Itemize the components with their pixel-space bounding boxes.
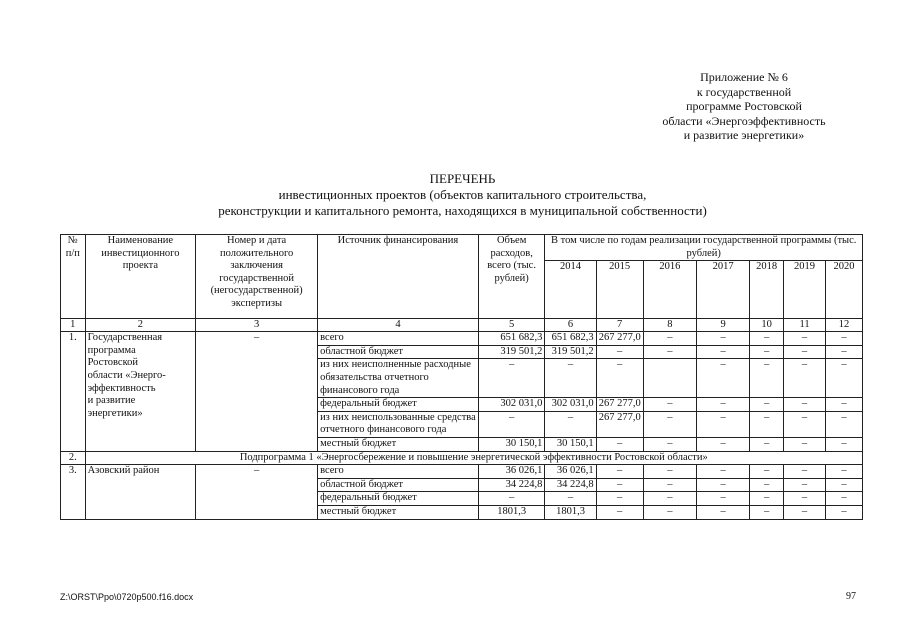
appendix-line: программе Ростовской [686,99,802,113]
project-name-line: энергетики» [87,407,143,419]
year-cell: – [750,345,784,359]
header-by-years: В том числе по годам реализации государственной программы (тыс. рублей) [545,235,863,261]
col-number: 4 [318,319,479,332]
year-cell: – [596,465,643,479]
project-name: Азовский район [85,465,196,519]
year-cell: – [826,437,863,451]
project-name-line: Государственная [87,332,163,344]
header-year: 2019 [784,261,826,319]
year-cell: – [596,437,643,451]
project-name-line: и развитие [87,395,136,407]
source-cell: областной бюджет [318,478,479,492]
title-line: реконструкции и капитального ремонта, находящихся в муниципальной собственности) [218,203,707,218]
source-cell: из них неисполненные расходные обязательства отчетного финансового года [318,359,479,398]
year-cell: – [696,411,749,437]
year-cell: – [596,492,643,506]
year-cell: – [750,505,784,519]
year-cell: – [696,437,749,451]
year-cell: – [696,398,749,412]
year-cell: – [696,465,749,479]
document-title [100,171,825,219]
project-name-line: Ростовской [87,357,139,369]
header-num: № п/п [61,235,86,319]
year-cell: – [545,411,596,437]
year-cell: 267 277,0 [596,411,643,437]
row-num: 2. [61,451,86,465]
column-numbers-row [61,319,863,332]
year-cell: – [784,437,826,451]
expertise-cell: – [196,332,318,451]
appendix-line: к государственной [696,84,792,99]
total-cell: 319 501,2 [478,345,545,359]
source-cell: из них неиспользованные средства отчетного финансового года [318,411,479,437]
total-cell: 30 150,1 [478,437,545,451]
header-volume: Объем расходов, всего (тыс. рублей) [478,235,545,319]
year-cell: – [696,345,749,359]
year-cell: 319 501,2 [545,345,596,359]
col-number: 11 [784,319,826,332]
year-cell: – [750,359,784,398]
project-name-line: эффективность [87,382,156,394]
year-cell: – [750,492,784,506]
year-cell: – [596,505,643,519]
year-cell [643,359,696,398]
col-number: 2 [85,319,196,332]
year-cell: – [643,478,696,492]
source-cell: местный бюджет [318,505,479,519]
header-year: 2015 [596,261,643,319]
total-cell: – [478,411,545,437]
source-cell: местный бюджет [318,437,479,451]
subprogram-row [61,451,863,465]
year-cell: – [545,492,596,506]
year-cell: – [784,505,826,519]
year-cell: 1801,3 [545,505,596,519]
year-cell: – [826,411,863,437]
source-cell: федеральный бюджет [318,398,479,412]
year-cell: – [696,359,749,398]
total-cell: – [478,492,545,506]
year-cell: – [696,505,749,519]
source-cell: всего [318,332,479,346]
year-cell: 34 224,8 [545,478,596,492]
year-cell: – [784,478,826,492]
year-cell: – [596,359,643,398]
year-cell: – [784,465,826,479]
total-cell: 651 682,3 [478,332,545,346]
col-number: 7 [596,319,643,332]
year-cell: – [826,492,863,506]
col-number: 12 [826,319,863,332]
year-cell: – [826,465,863,479]
year-cell: – [596,478,643,492]
project-name-line: программа [87,344,136,356]
header-year: 2018 [750,261,784,319]
investment-projects-table [60,234,863,520]
year-cell: – [750,465,784,479]
year-cell: 651 682,3 [545,332,596,346]
source-cell: областной бюджет [318,345,479,359]
year-cell: – [696,478,749,492]
year-cell: – [643,465,696,479]
year-cell: – [826,505,863,519]
year-cell: – [826,332,863,346]
year-cell: – [545,359,596,398]
col-number: 1 [61,319,86,332]
title-heading: ПЕРЕЧЕНЬ [429,171,496,186]
year-cell: – [784,359,826,398]
appendix-caption [640,70,848,143]
table-row [61,465,863,479]
year-cell: – [750,437,784,451]
year-cell: 267 277,0 [596,398,643,412]
year-cell: – [696,332,749,346]
year-cell: – [596,345,643,359]
year-cell: – [750,478,784,492]
source-cell: федеральный бюджет [318,492,479,506]
year-cell: – [643,411,696,437]
total-cell: 1801,3 [478,505,545,519]
project-name-line: области «Энерго- [87,369,166,381]
header-year: 2017 [696,261,749,319]
subprogram-title: Подпрограмма 1 «Энергосбережение и повышение энергетической эффективности Ростовской области» [85,451,862,465]
year-cell: – [784,411,826,437]
year-cell: – [826,345,863,359]
col-number: 10 [750,319,784,332]
source-cell: всего [318,465,479,479]
project-name [85,332,196,451]
expertise-cell: – [196,465,318,519]
title-line: инвестиционных проектов (объектов капитального строительства, [278,187,647,202]
year-cell: – [784,332,826,346]
row-num: 3. [61,465,86,519]
appendix-line: и развитие энергетики» [683,128,805,142]
year-cell: – [643,332,696,346]
year-cell: – [750,332,784,346]
appendix-line: области «Энергоэффективность [662,113,826,128]
col-number: 5 [478,319,545,332]
table-row [61,332,863,346]
year-cell: – [643,492,696,506]
total-cell: 34 224,8 [478,478,545,492]
header-year: 2014 [545,261,596,319]
total-cell: – [478,359,545,398]
row-num: 1. [61,332,86,451]
year-cell: – [826,359,863,398]
year-cell: – [826,478,863,492]
header-name: Наименование инвестиционного проекта [85,235,196,319]
header-expertise: Номер и дата положительного заключения государственной (негосударственной) экспертизы [196,235,318,319]
total-cell: 302 031,0 [478,398,545,412]
col-number: 3 [196,319,318,332]
year-cell: 36 026,1 [545,465,596,479]
year-cell: – [784,398,826,412]
year-cell: – [643,505,696,519]
year-cell: – [643,398,696,412]
col-number: 9 [696,319,749,332]
appendix-line: Приложение № 6 [700,70,788,84]
year-cell: 302 031,0 [545,398,596,412]
year-cell: – [784,345,826,359]
header-source: Источник финансирования [318,235,479,319]
header-year: 2016 [643,261,696,319]
col-number: 6 [545,319,596,332]
header-row [61,235,863,261]
page-number: 97 [846,591,856,602]
year-cell: – [750,398,784,412]
year-cell: – [784,492,826,506]
col-number: 8 [643,319,696,332]
year-cell: – [750,411,784,437]
year-cell: 267 277,0 [596,332,643,346]
year-cell: – [826,398,863,412]
year-cell: – [696,492,749,506]
total-cell: 36 026,1 [478,465,545,479]
year-cell: – [643,345,696,359]
header-year: 2020 [826,261,863,319]
file-path: Z:\ORST\Ppo\0720p500.f16.docx [60,592,194,602]
year-cell: – [643,437,696,451]
year-cell: 30 150,1 [545,437,596,451]
